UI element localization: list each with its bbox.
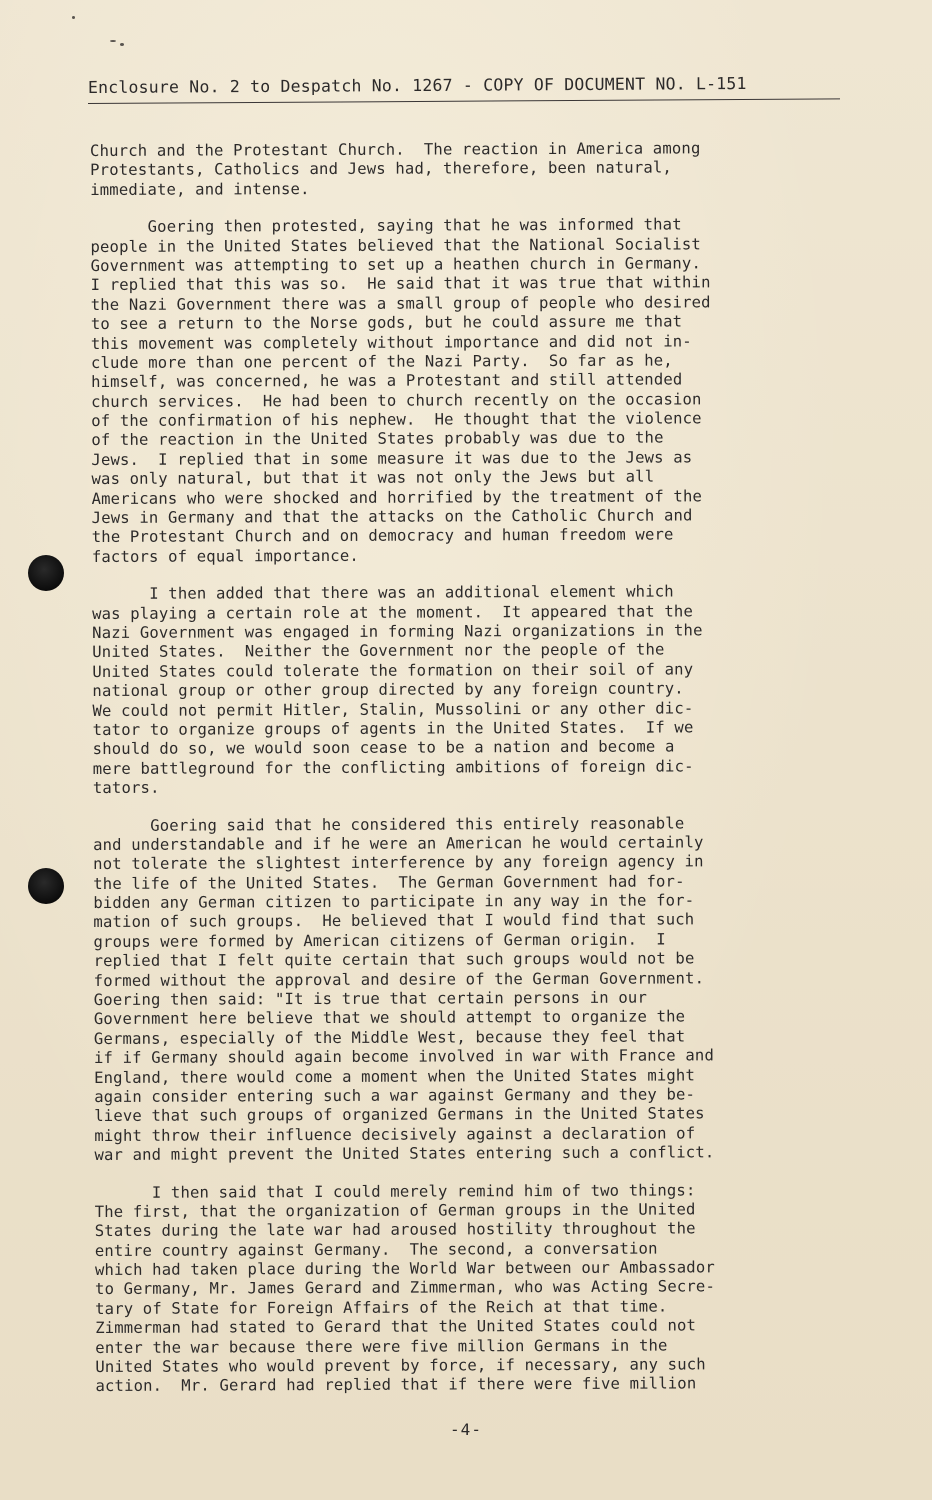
paper-speck bbox=[120, 43, 124, 46]
text-line: Goering then said: "It is true that certain persons in our bbox=[93, 988, 647, 1010]
paragraph-5 bbox=[95, 1180, 856, 1397]
punch-hole bbox=[28, 868, 64, 904]
paragraph-4 bbox=[93, 813, 855, 1165]
text-line: Jews in Germany and that the attacks on the Catholic Church and bbox=[91, 506, 693, 528]
text-line: groups were formed by American citizens of German origin. I bbox=[93, 930, 666, 951]
text-line: Zimmerman had stated to Gerard that the United States could not bbox=[95, 1316, 697, 1338]
text-line: The first, that the organization of German groups in the United bbox=[94, 1200, 696, 1221]
text-line: if if Germany should again become involved in war with France and bbox=[93, 1046, 715, 1068]
text-line: lieve that such groups of organized Germans in the United States bbox=[94, 1104, 705, 1126]
text-line: should do so, we would soon cease to be a nation and become a bbox=[92, 737, 675, 759]
text-line: enter the war because there were five million Germans in the bbox=[95, 1336, 668, 1357]
text-line: tator to organize groups of agents in the United States. If we bbox=[92, 718, 694, 739]
paragraph-3 bbox=[92, 582, 853, 799]
text-line: United States. Neither the Government nor the people of the bbox=[92, 640, 665, 662]
text-line: Government was attempting to set up a heathen church in Germany. bbox=[90, 254, 702, 275]
text-line: people in the United States believed that the National Socialist bbox=[90, 234, 701, 256]
text-line: might throw their influence decisively against a declaration of bbox=[94, 1124, 696, 1145]
text-line: not tolerate the slightest interference by any foreign agency in bbox=[93, 852, 704, 874]
text-line: the life of the United States. The German Government had for- bbox=[93, 872, 685, 893]
text-line: factors of equal importance. bbox=[91, 546, 359, 566]
text-line: tators. bbox=[92, 778, 160, 798]
text-line: and understandable and if he were an American he would certainly bbox=[93, 833, 704, 854]
text-line: Protestants, Catholics and Jews had, therefore, been natural, bbox=[90, 158, 673, 180]
paper-speck bbox=[110, 40, 116, 42]
text-line: of the confirmation of his nephew. He thought that the violence bbox=[91, 409, 702, 431]
document-header: Enclosure No. 2 to Despatch No. 1267 - COPY OF DOCUMENT NO. L-151 bbox=[87, 73, 747, 97]
text-line: to Germany, Mr. James Gerard and Zimmerman, who was Acting Secre- bbox=[94, 1277, 716, 1299]
text-line: Americans who were shocked and horrified by the treatment of the bbox=[91, 486, 703, 508]
paragraph-1 bbox=[90, 139, 850, 200]
text-line: the Nazi Government there was a small group of people who desired bbox=[90, 293, 711, 314]
text-line: Goering said that he considered this entirely reasonable bbox=[92, 813, 685, 835]
text-line: formed without the approval and desire of the German Government. bbox=[93, 968, 705, 990]
text-line: tary of State for Foreign Affairs of the Reich at that time. bbox=[95, 1297, 668, 1318]
text-line: I then said that I could merely remind him of two things: bbox=[94, 1180, 696, 1202]
text-line: to see a return to the Norse gods, but he could assure me that bbox=[90, 312, 683, 334]
text-line: Church and the Protestant Church. The reaction in America among bbox=[90, 139, 701, 160]
text-line: immediate, and intense. bbox=[90, 179, 310, 199]
paragraph-2 bbox=[90, 215, 852, 567]
text-line: national group or other group directed by any foreign country. bbox=[92, 679, 684, 701]
text-line: of the reaction in the United States probably was due to the bbox=[91, 428, 664, 450]
text-line: Goering then protested, saying that he was informed that bbox=[90, 215, 682, 237]
text-line: this movement was completely without importance and did not in- bbox=[90, 331, 692, 353]
text-line: United States could tolerate the formation on their soil of any bbox=[92, 660, 694, 681]
text-line: again consider entering such a war against Germany and they be- bbox=[94, 1085, 696, 1106]
header-rule bbox=[88, 98, 840, 104]
text-line: mation of such groups. He believed that I would find that such bbox=[93, 910, 695, 932]
text-line: war and might prevent the United States entering such a conflict. bbox=[94, 1143, 715, 1165]
text-line: himself, was concerned, he was a Protestant and still attended bbox=[91, 370, 683, 392]
punch-hole bbox=[28, 555, 64, 591]
paper-speck bbox=[72, 16, 75, 19]
text-line: bidden any German citizen to participate in any way in the for- bbox=[93, 891, 695, 913]
text-line: was playing a certain role at the moment. It appeared that the bbox=[92, 601, 694, 623]
text-line: England, there would come a moment when the United States might bbox=[94, 1065, 696, 1087]
text-line: replied that I felt quite certain that such groups would not be bbox=[93, 949, 695, 971]
text-line: clude more than one percent of the Nazi Party. So far as he, bbox=[90, 351, 673, 372]
text-line: church services. He had been to church recently on the occasion bbox=[91, 390, 702, 411]
text-line: States during the late war had aroused hostility throughout the bbox=[94, 1219, 696, 1241]
text-line: We could not permit Hitler, Stalin, Mussolini or any other dic- bbox=[92, 698, 694, 720]
page-number: -4- bbox=[450, 1420, 482, 1439]
text-line: Germans, especially of the Middle West, because they feel that bbox=[93, 1027, 686, 1048]
text-line: which had taken place during the World War between our Ambassador bbox=[94, 1258, 715, 1280]
text-line: action. Mr. Gerard had replied that if there were five million bbox=[95, 1374, 697, 1396]
text-line: I replied that this was so. He said that it was true that within bbox=[90, 273, 711, 295]
text-line: the Protestant Church and on democracy and human freedom were bbox=[91, 525, 674, 547]
text-line: entire country against Germany. The second, a conversation bbox=[94, 1239, 658, 1260]
text-line: I then added that there was an additional element which bbox=[91, 582, 674, 604]
text-line: Nazi Government was engaged in forming Nazi organizations in the bbox=[92, 621, 703, 642]
text-line: mere battleground for the conflicting ambitions of foreign dic- bbox=[92, 757, 694, 778]
document-body bbox=[90, 139, 856, 1415]
text-line: Jews. I replied that in some measure it was due to the Jews as bbox=[91, 448, 693, 469]
text-line: was only natural, but that it was not only the Jews but all bbox=[91, 467, 655, 489]
text-line: United States who would prevent by force, if necessary, any such bbox=[95, 1355, 706, 1377]
text-line: Government here believe that we should attempt to organize the bbox=[93, 1007, 686, 1029]
